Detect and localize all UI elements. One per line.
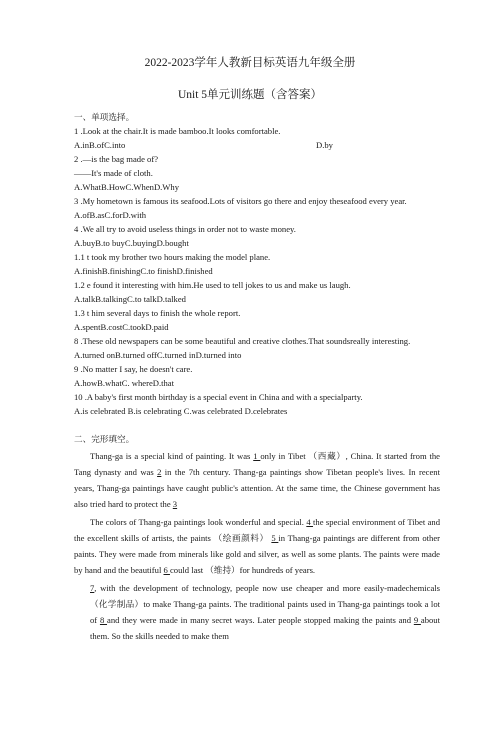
question-line: 1.3 t him several days to finish the whole report.	[74, 308, 241, 318]
question-options: A.turned onB.turned offC.turned inD.turned into	[74, 350, 242, 360]
blank-9: 9	[413, 615, 421, 625]
blank-5: 5	[271, 533, 279, 543]
question-line: 2 .—is the bag made of?	[74, 154, 159, 164]
document-title: 2022-2023学年人教新目标英语九年级全册	[144, 57, 356, 69]
cloze-paragraph-1: Thang-ga is a special kind of painting. It was 1 only in Tibet （西藏）, China. It started from the Tang dynasty and was 2 in the 7th century. Thang-ga paintings show Tibetan people's lives. In recent years, Thang-ga paintings have caught public's attention. At the same time, the Chinese government has also tried hard to protect the 3	[74, 451, 440, 509]
question-options: A.WhatB.HowC.WhenD.Why	[74, 182, 180, 192]
question-line: 9 .No matter I say, he doesn't care.	[74, 364, 193, 374]
cloze-paragraph-2: The colors of Thang-ga paintings look wonderful and special. 4 the special environment of Tibet and the excellent skills of artists, the paints （绘画颜料） 5 in Thang-ga paintings are different from other paints. They were made from minerals like gold and silver, as well as some plants. The paints were made by hand and the beautiful 6 could last （维持）for hundreds of years.	[74, 517, 440, 575]
cloze-paragraph-3: 7, with the development of technology, people now use cheaper and more easily-madechemicals （化学制品）to make Thang-ga paints. The traditional paints used in Thang-ga paintings took a lot of 8 and they were made in many secret ways. Later people stopped making the paints and 9 about them. So the skills needed to make them	[90, 583, 440, 641]
blank-8: 8	[99, 615, 108, 625]
question-line: 10 .A baby's first month birthday is a special event in China and with a specialparty.	[74, 392, 363, 402]
blank-2: 2	[157, 467, 162, 477]
question-line: 1 .Look at the chair.It is made bamboo.It looks comfortable.	[74, 126, 281, 136]
blank-6: 6	[163, 565, 170, 575]
blank-1: 1	[253, 451, 261, 461]
question-options: A.buyB.to buyC.buyingD.bought	[74, 238, 189, 248]
section-heading-choice: 一、单项选择。	[74, 112, 135, 122]
question-line: 3 .My hometown is famous its seafood.Lots of visitors go there and enjoy theseafood every year.	[74, 196, 407, 206]
question-options: A.howB.whatC. whereD.that	[74, 378, 175, 388]
question-options: A.is celebrated B.is celebrating C.was celebrated D.celebrates	[74, 406, 288, 416]
question-options: A.ofB.asC.forD.with	[74, 210, 147, 220]
blank-3: 3	[172, 499, 178, 509]
question-line: 8 .These old newspapers can be some beautiful and creative clothes.That soundsreally interesting.	[74, 336, 411, 346]
options-abc: A.inB.ofC.into	[74, 140, 126, 150]
answer-line: ——It's made of cloth.	[74, 168, 153, 178]
question-options: A.talkB.talkingC.to talkD.talked	[74, 294, 186, 304]
question-line: 4 .We all try to avoid useless things in order not to waste money.	[74, 224, 296, 234]
question-line: 1.2 e found it interesting with him.He used to tell jokes to us and make us laugh.	[74, 280, 351, 290]
question-options: A.finishB.finishingC.to finishD.finished	[74, 266, 213, 276]
question-options: A.spentB.costC.tookD.paid	[74, 322, 169, 332]
option-d: D.by	[316, 140, 333, 150]
document-subtitle: Unit 5单元训练题（含答案）	[177, 89, 323, 101]
question-line: 1.1 t took my brother two hours making the model plane.	[74, 252, 271, 262]
blank-7: 7	[90, 583, 95, 593]
question-options	[74, 140, 125, 151]
section-heading-cloze: 二、完形填空。	[74, 434, 135, 444]
blank-4: 4	[306, 517, 314, 527]
